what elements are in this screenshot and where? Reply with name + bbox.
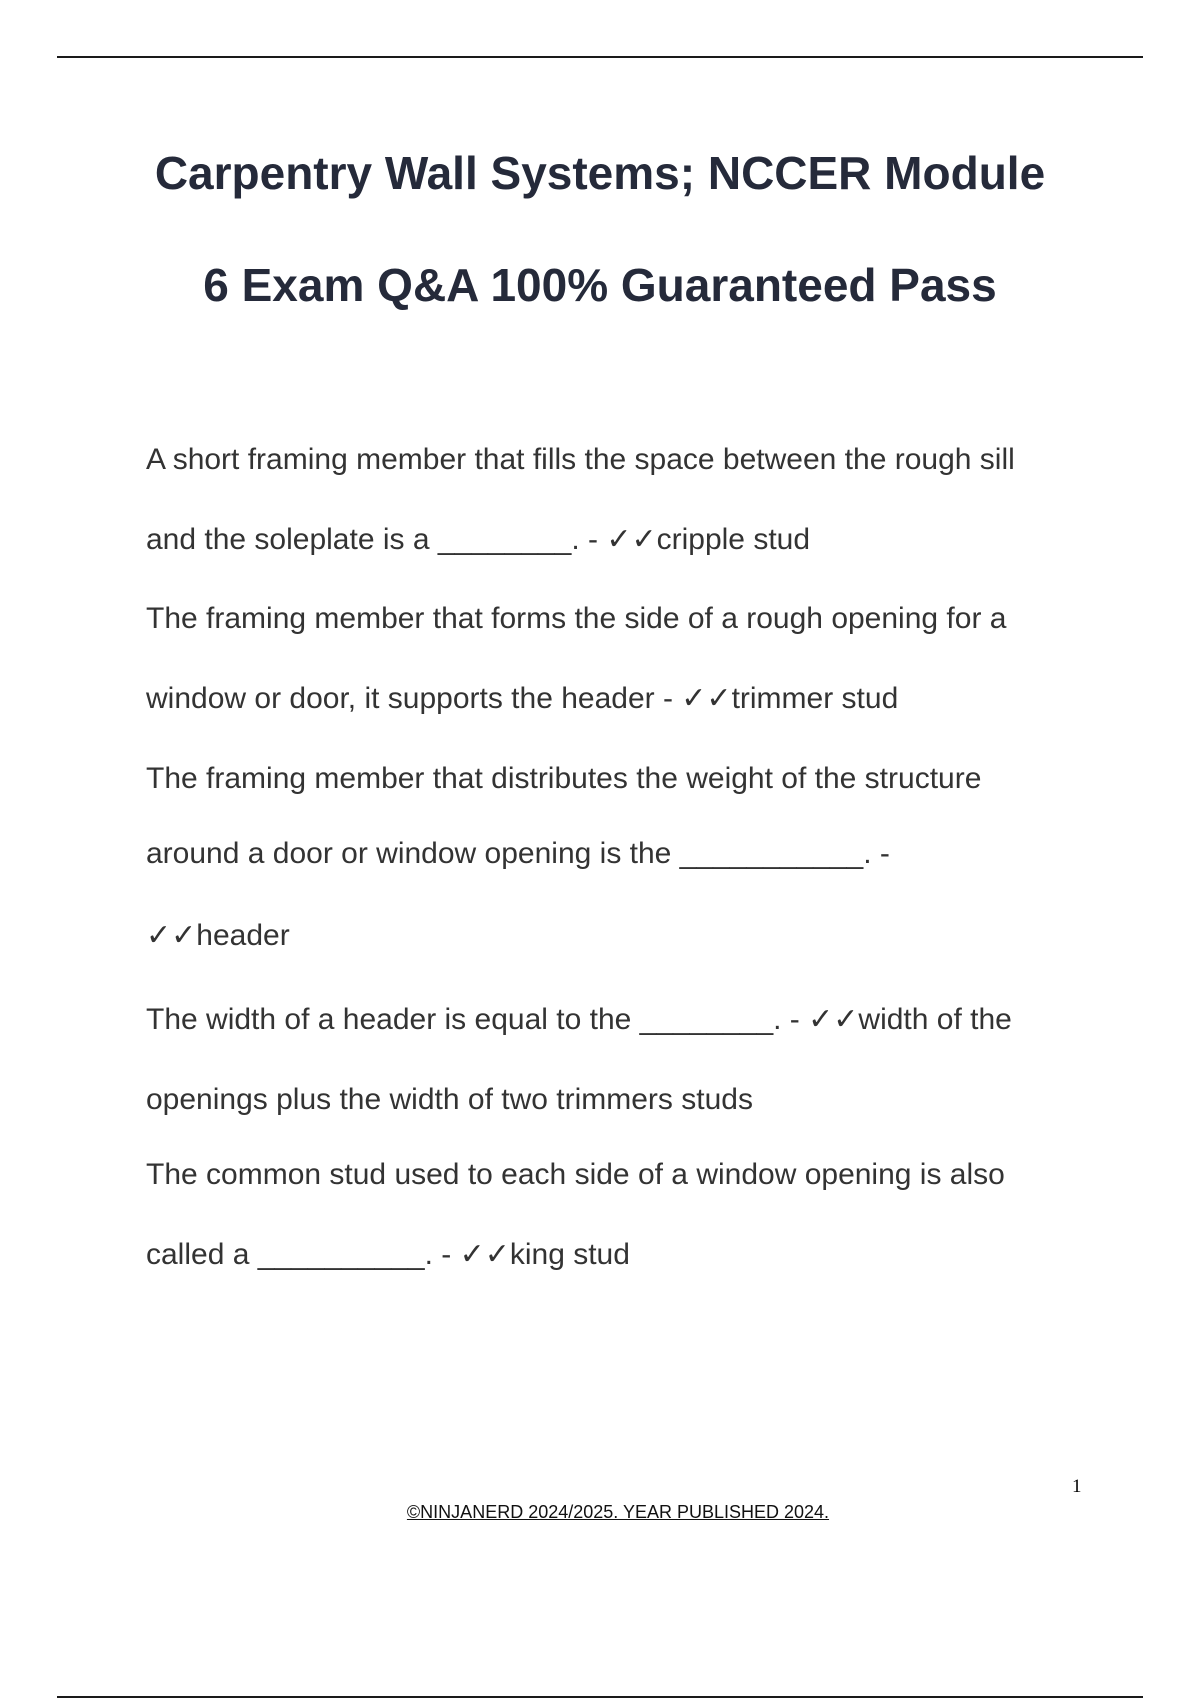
question-1-line-2: and the soleplate is a ________. - ✓✓cripple stud (146, 523, 811, 556)
top-rule (57, 56, 1143, 58)
question-1-line-1: A short framing member that fills the space between the rough sill (146, 443, 1015, 476)
document-title-line-1: Carpentry Wall Systems; NCCER Module (154, 147, 1046, 199)
question-3-line-1: The framing member that distributes the weight of the structure (146, 762, 982, 795)
bottom-rule (57, 1696, 1143, 1698)
question-5-line-2: called a __________. - ✓✓king stud (146, 1238, 630, 1271)
copyright-footer: ©NINJANERD 2024/2025. YEAR PUBLISHED 2024. (406, 1502, 830, 1522)
question-5-line-1: The common stud used to each side of a window opening is also (146, 1158, 1005, 1191)
question-3-line-3: ✓✓header (146, 919, 290, 952)
question-2-line-1: The framing member that forms the side of a rough opening for a (146, 602, 1007, 635)
question-2-line-2: window or door, it supports the header - ✓✓trimmer stud (146, 682, 899, 715)
question-4-line-1: The width of a header is equal to the ________. - ✓✓width of the (146, 1003, 1012, 1036)
page-number: 1 (1072, 1476, 1082, 1497)
question-3-line-2: around a door or window opening is the ___________. - (146, 837, 890, 870)
document-title-line-2: 6 Exam Q&A 100% Guaranteed Pass (203, 259, 997, 311)
question-4-line-2: openings plus the width of two trimmers studs (146, 1083, 753, 1116)
